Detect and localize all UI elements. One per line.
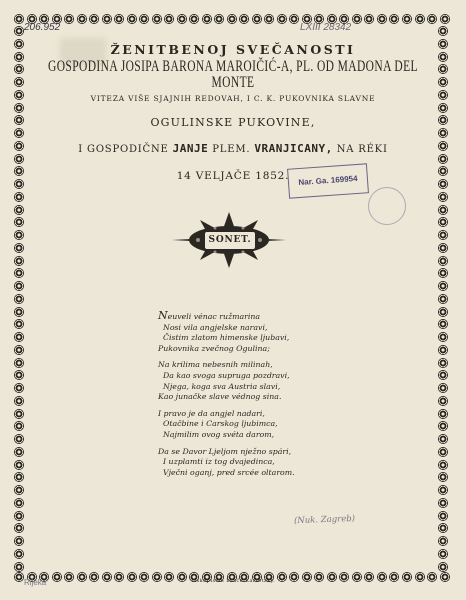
library-stamp: Nar. Ga. 169954	[287, 163, 369, 199]
border-rosette-icon	[14, 64, 24, 74]
city-annotation: Rijeka	[24, 578, 47, 587]
border-rosette-icon	[438, 358, 448, 368]
border-rosette-icon	[14, 256, 24, 266]
border-rosette-icon	[438, 294, 448, 304]
border-rosette-icon	[438, 281, 448, 291]
border-rosette-icon	[89, 14, 99, 24]
printer-imprint: Tiskopisom braće Karletzky.	[190, 578, 276, 584]
border-rosette-icon	[438, 243, 448, 253]
title-line-5	[26, 142, 440, 155]
poem-line: Da kao svoga supruga pozdravi,	[163, 370, 290, 380]
border-rosette-icon	[438, 421, 448, 431]
border-rosette-icon	[389, 14, 399, 24]
border-rosette-icon	[438, 370, 448, 380]
border-rosette-icon	[14, 14, 24, 24]
border-rosette-icon	[164, 14, 174, 24]
poem-line: Njega, koga sva Austria slavi,	[163, 381, 281, 391]
border-rosette-icon	[438, 192, 448, 202]
border-rosette-icon	[14, 141, 24, 151]
border-rosette-icon	[438, 536, 448, 546]
border-rosette-icon	[438, 230, 448, 240]
poem-line: Kao junačke slave védnog sina.	[158, 392, 282, 402]
border-rosette-icon	[415, 14, 425, 24]
border-rosette-icon	[438, 409, 448, 419]
border-rosette-icon	[438, 128, 448, 138]
border-rosette-icon	[227, 14, 237, 24]
border-rosette-icon	[202, 14, 212, 24]
border-rosette-icon	[14, 77, 24, 87]
title-line-3: VITEZA VIŠE SJAJNIH REDOVAH, I C. K. PUKOVNIKA SLAVNE	[90, 94, 376, 103]
bride-surname: VRANJICANY,	[254, 142, 333, 155]
border-rosette-icon	[352, 14, 362, 24]
border-rosette-icon	[14, 460, 24, 470]
poem-stanza	[158, 447, 358, 479]
sonet-label: SONET.	[204, 231, 256, 250]
sonnet-poem	[158, 311, 358, 484]
border-rosette-icon	[438, 268, 448, 278]
border-rosette-icon	[14, 52, 24, 62]
date-line: 14 VELJAČE 1852.	[176, 170, 290, 182]
poem-line: Čistim zlatom himenske ljubavi,	[163, 333, 290, 343]
border-rosette-icon	[438, 332, 448, 342]
poem-line: Da se Davor Ljeljom nježno spári,	[158, 446, 292, 456]
border-rosette-icon	[14, 421, 24, 431]
border-rosette-icon	[14, 307, 24, 317]
border-rosette-icon	[14, 383, 24, 393]
border-rosette-icon	[364, 14, 374, 24]
title-line-5-part-a: I GOSPODIČNE	[78, 144, 169, 155]
title-line-2: GOSPODINA JOSIPA BARONA MAROIČIĆ-A, PL. OD MADONA DEL MONTE	[48, 58, 418, 92]
border-rosette-icon	[438, 472, 448, 482]
border-rosette-icon	[438, 26, 448, 36]
border-rosette-icon	[438, 205, 448, 215]
border-rosette-icon	[77, 14, 87, 24]
border-rosette-icon	[438, 498, 448, 508]
border-rosette-icon	[189, 14, 199, 24]
border-rosette-icon	[14, 268, 24, 278]
poem-line: I uzplamti iz tog dvajedinca,	[163, 457, 275, 467]
title-line-5-part-c: NA RÉKI	[336, 144, 388, 155]
poem-line: Na krilima nebesnih milinah,	[158, 360, 273, 370]
border-rosette-icon	[14, 345, 24, 355]
border-rosette-icon	[14, 523, 24, 533]
border-rosette-icon	[14, 498, 24, 508]
border-rosette-icon	[114, 14, 124, 24]
border-rosette-icon	[438, 511, 448, 521]
border-rosette-icon	[102, 14, 112, 24]
border-rosette-icon	[14, 370, 24, 380]
pencil-annotation: (Nuk. Zagreb)	[293, 513, 356, 527]
poem-line: Pukovnika zvečnog Ogulina;	[158, 343, 270, 353]
border-rosette-icon	[14, 230, 24, 240]
border-rosette-icon	[438, 434, 448, 444]
poem-line: Nosi vila angjelske naravi,	[163, 322, 268, 332]
poem-line: Vječni oganj, pred srcée oltarom.	[163, 467, 295, 477]
border-right	[438, 26, 450, 572]
border-rosette-icon	[438, 460, 448, 470]
border-rosette-icon	[438, 447, 448, 457]
border-rosette-icon	[214, 14, 224, 24]
poem-stanza	[158, 360, 358, 402]
poem-stanza	[158, 409, 358, 441]
accession-number-right: LXIII 28342	[300, 22, 352, 33]
poem-stanza	[158, 311, 358, 354]
border-rosette-icon	[14, 409, 24, 419]
accession-number-left: 206.952	[24, 22, 61, 33]
border-rosette-icon	[139, 14, 149, 24]
border-rosette-icon	[239, 14, 249, 24]
border-rosette-icon	[152, 14, 162, 24]
border-rosette-icon	[427, 14, 437, 24]
border-rosette-icon	[14, 243, 24, 253]
border-rosette-icon	[14, 562, 24, 572]
border-rosette-icon	[277, 14, 287, 24]
poem-line: Neuveli vénac ružmarina	[158, 309, 261, 322]
border-rosette-icon	[64, 14, 74, 24]
border-rosette-icon	[289, 14, 299, 24]
border-left	[14, 26, 26, 572]
border-rosette-icon	[438, 154, 448, 164]
border-rosette-icon	[438, 396, 448, 406]
border-rosette-icon	[14, 281, 24, 291]
border-rosette-icon	[438, 307, 448, 317]
border-rosette-icon	[14, 319, 24, 329]
border-rosette-icon	[438, 345, 448, 355]
border-rosette-icon	[438, 549, 448, 559]
border-rosette-icon	[438, 562, 448, 572]
border-rosette-icon	[438, 319, 448, 329]
border-rosette-icon	[438, 103, 448, 113]
border-rosette-icon	[14, 154, 24, 164]
border-rosette-icon	[14, 472, 24, 482]
border-top	[14, 14, 450, 26]
border-rosette-icon	[14, 358, 24, 368]
border-rosette-icon	[438, 217, 448, 227]
border-rosette-icon	[14, 103, 24, 113]
border-rosette-icon	[14, 39, 24, 49]
border-rosette-icon	[440, 14, 450, 24]
border-rosette-icon	[438, 383, 448, 393]
border-rosette-icon	[377, 14, 387, 24]
border-rosette-icon	[438, 485, 448, 495]
border-rosette-icon	[14, 217, 24, 227]
border-rosette-icon	[14, 128, 24, 138]
border-rosette-icon	[127, 14, 137, 24]
title-line-5-part-b: PLEM.	[212, 144, 251, 155]
border-rosette-icon	[14, 485, 24, 495]
border-rosette-icon	[14, 536, 24, 546]
border-rosette-icon	[14, 294, 24, 304]
poem-line: Najmilim ovog svéta darom,	[163, 429, 275, 439]
title-line-1: ŽENITBENOJ SVEČANOSTI	[110, 42, 356, 57]
poem-line: I pravo je da angjel nadari,	[158, 408, 265, 418]
border-rosette-icon	[14, 115, 24, 125]
border-rosette-icon	[14, 434, 24, 444]
border-rosette-icon	[438, 256, 448, 266]
border-rosette-icon	[14, 511, 24, 521]
border-rosette-icon	[14, 26, 24, 36]
border-rosette-icon	[14, 549, 24, 559]
round-stamp	[368, 187, 406, 225]
border-rosette-icon	[14, 192, 24, 202]
border-rosette-icon	[438, 523, 448, 533]
border-rosette-icon	[14, 179, 24, 189]
border-rosette-icon	[14, 205, 24, 215]
border-rosette-icon	[264, 14, 274, 24]
border-rosette-icon	[14, 332, 24, 342]
border-rosette-icon	[14, 166, 24, 176]
sonet-ornament	[170, 210, 288, 270]
border-rosette-icon	[14, 90, 24, 100]
border-rosette-icon	[177, 14, 187, 24]
border-rosette-icon	[252, 14, 262, 24]
title-line-4: OGULINSKE PUKOVINE,	[150, 116, 316, 129]
border-rosette-icon	[402, 14, 412, 24]
border-rosette-icon	[14, 396, 24, 406]
bride-name: JANJE	[172, 142, 209, 155]
poem-line: Otačbine i Carskog ljubimca,	[163, 419, 278, 429]
border-rosette-icon	[14, 447, 24, 457]
